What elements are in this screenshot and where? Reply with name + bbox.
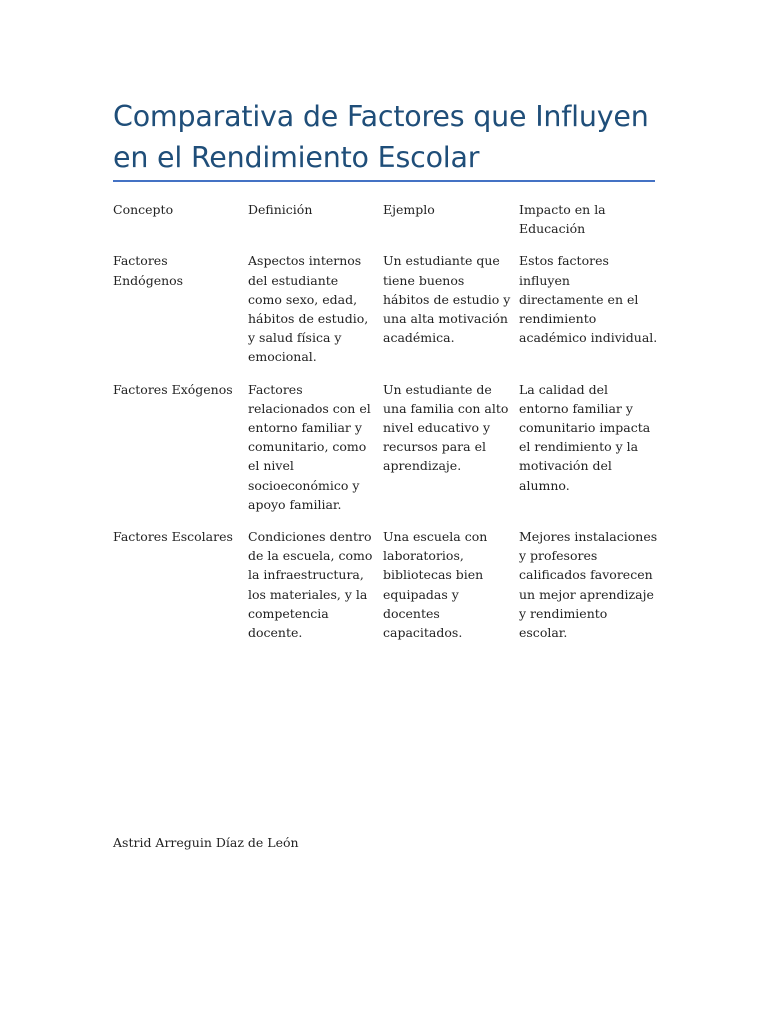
cell-definicion: Aspectos internos del estudiante como sexo, edad, hábitos de estudio, y salud física y emocional. — [248, 253, 369, 365]
cell-impacto: Mejores instalaciones y profesores calificados favorecen un mejor aprendizaje y rendimiento escolar. — [519, 529, 658, 641]
table-row — [113, 380, 658, 527]
header-ejemplo: Ejemplo — [383, 202, 435, 217]
table-row — [113, 251, 658, 379]
cell-concepto: Factores Exógenos — [113, 381, 233, 397]
comparison-table — [113, 200, 658, 655]
cell-ejemplo: Un estudiante que tiene buenos hábitos de estudio y una alta motivación académica. — [383, 253, 511, 346]
cell-impacto: La calidad del entorno familiar y comunitario impacta el rendimiento y la motivación del alumno. — [519, 381, 651, 493]
header-definicion: Definición — [248, 202, 313, 217]
cell-definicion: Factores relacionados con el entorno familiar y comunitario, como el nivel socioeconómico y apoyo familiar. — [248, 381, 371, 512]
header-impacto: Impacto en la Educación — [519, 202, 606, 237]
title-underline — [113, 180, 655, 182]
author-name: Astrid Arreguin Díaz de León — [113, 835, 299, 850]
cell-impacto: Estos factores influyen directamente en el rendimiento académico individual. — [519, 253, 658, 346]
cell-definicion: Condiciones dentro de la escuela, como la infraestructura, los materiales, y la competencia docente. — [248, 529, 373, 641]
table-row — [113, 527, 658, 655]
cell-ejemplo: Una escuela con laboratorios, bibliotecas bien equipadas y docentes capacitados. — [383, 529, 488, 641]
table-header-row — [113, 200, 658, 251]
cell-concepto: Factores Escolares — [113, 529, 233, 545]
cell-concepto: Factores Endógenos — [113, 253, 184, 288]
header-concepto: Concepto — [113, 202, 174, 217]
page-title: Comparativa de Factores que Influyen en el Rendimiento Escolar — [113, 100, 649, 174]
cell-ejemplo: Un estudiante de una familia con alto nivel educativo y recursos para el aprendizaje. — [383, 381, 509, 474]
